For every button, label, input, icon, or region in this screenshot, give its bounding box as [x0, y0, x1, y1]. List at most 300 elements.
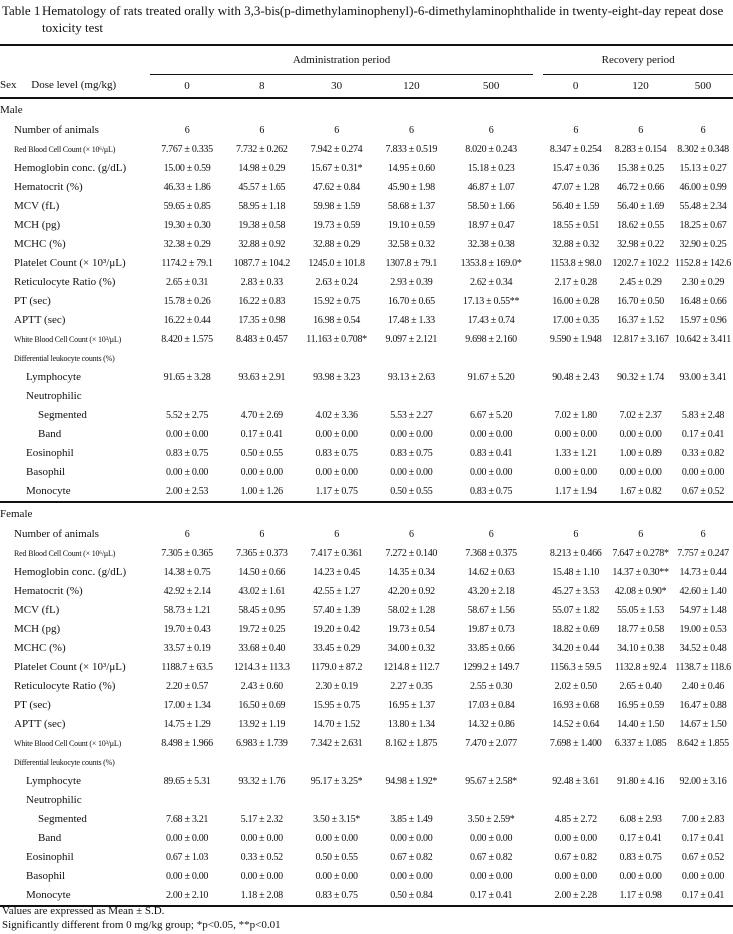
value-cell: 14.52 ± 0.64	[552, 719, 600, 730]
value-cell: 17.03 ± 0.84	[467, 700, 515, 711]
value-cell: 0.00 ± 0.00	[619, 467, 662, 478]
row-label: Monocyte	[26, 485, 71, 497]
table-row	[0, 444, 733, 463]
value-cell: 0.00 ± 0.00	[554, 833, 597, 844]
value-cell: 42.55 ± 1.27	[313, 586, 360, 597]
value-cell: 16.22 ± 0.83	[238, 296, 286, 307]
table-row	[0, 368, 733, 387]
value-cell: 2.83 ± 0.33	[240, 277, 283, 288]
value-cell: 0.00 ± 0.00	[554, 467, 597, 478]
dose-header: 8	[259, 79, 265, 92]
value-cell	[543, 387, 608, 406]
value-cell: 6	[573, 125, 579, 136]
value-cell: 9.590 ± 1.948	[549, 334, 602, 345]
row-label: Differential leukocyte counts (%)	[14, 758, 115, 767]
value-cell: 19.30 ± 0.30	[163, 220, 211, 231]
value-cell: 59.98 ± 1.59	[313, 201, 360, 212]
value-cell: 0.33 ± 0.82	[681, 448, 725, 459]
value-cell	[150, 791, 225, 810]
value-cell: 32.38 ± 0.38	[467, 239, 515, 250]
value-cell: 15.92 ± 0.75	[313, 296, 360, 307]
value-cell: 46.72 ± 0.66	[617, 182, 664, 193]
value-cell	[374, 387, 449, 406]
value-cell: 16.93 ± 0.68	[552, 700, 600, 711]
value-cell: 17.48 ± 1.33	[387, 315, 435, 326]
value-cell: 14.35 ± 0.34	[387, 567, 435, 578]
value-cell: 7.00 ± 2.83	[681, 814, 725, 825]
value-cell: 16.47 ± 0.88	[679, 700, 727, 711]
row-label: Segmented	[38, 409, 87, 421]
value-cell: 6	[488, 529, 494, 540]
row-label: Reticulocyte Ratio (%)	[14, 276, 116, 288]
value-cell: 1087.7 ± 104.2	[233, 258, 290, 269]
value-cell: 58.67 ± 1.56	[467, 605, 515, 616]
value-cell: 55.05 ± 1.53	[617, 605, 664, 616]
value-cell: 1.18 ± 2.08	[240, 890, 283, 901]
row-label: Red Blood Cell Count (× 10⁶/μL)	[14, 145, 116, 154]
value-cell: 92.48 ± 3.61	[552, 776, 600, 787]
footnote: Values are expressed as Mean ± S.D.	[2, 905, 165, 917]
sex-label: Female	[0, 508, 33, 520]
value-cell: 8.213 ± 0.466	[549, 548, 602, 559]
value-cell: 16.95 ± 0.59	[617, 700, 664, 711]
value-cell: 6.983 ± 1.739	[235, 738, 288, 749]
value-cell: 0.17 ± 0.41	[619, 833, 662, 844]
value-cell: 16.50 ± 0.69	[238, 700, 286, 711]
value-cell: 0.00 ± 0.00	[619, 429, 662, 440]
value-cell: 8.347 ± 0.254	[549, 144, 602, 155]
value-cell: 7.942 ± 0.274	[310, 144, 363, 155]
value-cell: 15.18 ± 0.23	[467, 163, 515, 174]
table-row	[0, 791, 733, 810]
row-label: MCV (fL)	[14, 200, 60, 212]
value-cell: 42.20 ± 0.92	[387, 586, 435, 597]
value-cell: 16.48 ± 0.66	[679, 296, 727, 307]
value-cell: 45.90 ± 1.98	[387, 182, 435, 193]
sex-header: Sex	[0, 79, 17, 92]
table-row	[0, 525, 733, 544]
value-cell: 17.43 ± 0.74	[467, 315, 515, 326]
value-cell: 55.07 ± 1.82	[552, 605, 600, 616]
table-row	[0, 235, 733, 254]
value-cell: 1179.0 ± 87.2	[310, 662, 363, 673]
value-cell: 14.98 ± 0.29	[238, 163, 286, 174]
value-cell: 15.00 ± 0.59	[163, 163, 211, 174]
value-cell: 2.00 ± 2.10	[165, 890, 209, 901]
value-cell: 13.92 ± 1.19	[238, 719, 286, 730]
value-cell: 0.00 ± 0.00	[390, 833, 433, 844]
value-cell: 9.698 ± 2.160	[465, 334, 517, 345]
value-cell: 0.00 ± 0.00	[469, 467, 513, 478]
recovery-period-header: Recovery period	[543, 45, 733, 75]
value-cell: 42.08 ± 0.90*	[614, 586, 667, 597]
table-row	[0, 425, 733, 444]
table-row	[0, 734, 733, 753]
value-cell: 18.55 ± 0.51	[552, 220, 600, 231]
value-cell: 32.38 ± 0.29	[163, 239, 211, 250]
value-cell: 0.83 ± 0.75	[315, 448, 358, 459]
value-cell: 56.40 ± 1.69	[617, 201, 664, 212]
row-label: PT (sec)	[14, 295, 51, 307]
value-cell: 1153.8 ± 98.0	[550, 258, 602, 269]
value-cell: 0.67 ± 0.52	[681, 486, 725, 497]
value-cell: 11.163 ± 0.708*	[306, 334, 367, 345]
value-cell: 0.00 ± 0.00	[315, 871, 358, 882]
table-row	[0, 463, 733, 482]
table-row	[0, 349, 733, 368]
value-cell: 12.817 ± 3.167	[612, 334, 669, 345]
value-cell: 7.305 ± 0.365	[161, 548, 213, 559]
value-cell: 0.83 ± 0.41	[469, 448, 513, 459]
row-label: APTT (sec)	[14, 718, 66, 730]
row-label: MCHC (%)	[14, 642, 66, 654]
table-row	[0, 886, 733, 906]
row-label: Lymphocyte	[26, 775, 81, 787]
value-cell: 32.90 ± 0.25	[679, 239, 727, 250]
value-cell: 34.52 ± 0.48	[679, 643, 727, 654]
value-cell: 9.097 ± 2.121	[385, 334, 438, 345]
sex-label: Male	[0, 104, 23, 116]
table-row	[0, 620, 733, 639]
value-cell: 93.63 ± 2.91	[238, 372, 286, 383]
value-cell: 16.98 ± 0.54	[313, 315, 360, 326]
table-row	[0, 387, 733, 406]
value-cell	[374, 349, 449, 368]
table-row	[0, 292, 733, 311]
row-label: Neutrophilic	[26, 390, 82, 402]
value-cell: 58.50 ± 1.66	[467, 201, 515, 212]
value-cell: 8.162 ± 1.875	[385, 738, 438, 749]
value-cell: 18.77 ± 0.58	[617, 624, 664, 635]
value-cell: 58.73 ± 1.21	[163, 605, 211, 616]
value-cell: 0.00 ± 0.00	[554, 429, 597, 440]
value-cell: 17.00 ± 1.34	[163, 700, 211, 711]
value-cell: 43.02 ± 1.61	[238, 586, 286, 597]
value-cell: 1353.8 ± 169.0*	[460, 258, 522, 269]
value-cell: 93.13 ± 2.63	[387, 372, 435, 383]
value-cell: 0.17 ± 0.41	[681, 833, 725, 844]
period-header-row	[0, 45, 733, 75]
value-cell: 1245.0 ± 101.8	[308, 258, 365, 269]
sex-row	[0, 502, 733, 525]
value-cell: 19.20 ± 0.42	[313, 624, 360, 635]
value-cell: 45.57 ± 1.65	[238, 182, 286, 193]
value-cell: 2.45 ± 0.29	[619, 277, 662, 288]
row-label: Neutrophilic	[26, 794, 82, 806]
dose-header: 500	[482, 79, 500, 92]
value-cell: 7.368 ± 0.375	[465, 548, 517, 559]
value-cell: 4.85 ± 2.72	[554, 814, 597, 825]
dose-header: 0	[572, 79, 579, 92]
value-cell: 10.642 ± 3.411	[675, 334, 731, 345]
row-label: Basophil	[26, 466, 66, 478]
row-label: MCV (fL)	[14, 604, 60, 616]
value-cell: 0.00 ± 0.00	[554, 871, 597, 882]
value-cell: 0.00 ± 0.00	[681, 871, 725, 882]
value-cell: 91.67 ± 5.20	[467, 372, 515, 383]
value-cell: 1214.8 ± 112.7	[383, 662, 440, 673]
value-cell: 46.33 ± 1.86	[163, 182, 211, 193]
value-cell: 0.17 ± 0.41	[681, 429, 725, 440]
value-cell	[449, 349, 534, 368]
value-cell: 5.52 ± 2.75	[165, 410, 209, 421]
value-cell: 2.62 ± 0.34	[469, 277, 513, 288]
value-cell: 6	[259, 125, 265, 136]
dose-level-header: Dose level (mg/kg)	[31, 79, 117, 92]
footnote: Significantly different from 0 mg/kg group; *p<0.05, **p<0.01	[2, 919, 281, 931]
dose-header: 500	[694, 79, 712, 92]
value-cell: 0.00 ± 0.00	[315, 467, 358, 478]
value-cell: 0.00 ± 0.00	[469, 871, 513, 882]
value-cell: 2.17 ± 0.28	[554, 277, 597, 288]
value-cell	[543, 349, 608, 368]
value-cell: 13.80 ± 1.34	[387, 719, 435, 730]
value-cell: 6	[408, 125, 414, 136]
value-cell: 14.73 ± 0.44	[679, 567, 727, 578]
value-cell: 7.365 ± 0.373	[235, 548, 288, 559]
value-cell: 2.40 ± 0.46	[681, 681, 725, 692]
table-row	[0, 829, 733, 848]
value-cell	[608, 753, 673, 772]
value-cell: 16.00 ± 0.28	[552, 296, 600, 307]
value-cell: 14.67 ± 1.50	[679, 719, 727, 730]
value-cell: 45.27 ± 3.53	[552, 586, 600, 597]
value-cell: 1307.8 ± 79.1	[385, 258, 438, 269]
value-cell: 46.00 ± 0.99	[679, 182, 727, 193]
value-cell: 5.53 ± 2.27	[390, 410, 433, 421]
value-cell	[299, 753, 374, 772]
value-cell: 43.20 ± 2.18	[467, 586, 515, 597]
value-cell: 6	[573, 529, 579, 540]
value-cell	[608, 791, 673, 810]
value-cell: 0.83 ± 0.75	[469, 486, 513, 497]
value-cell: 0.00 ± 0.00	[619, 871, 662, 882]
value-cell: 19.10 ± 0.59	[387, 220, 435, 231]
value-cell: 14.50 ± 0.66	[238, 567, 286, 578]
row-label: Red Blood Cell Count (× 10⁶/μL)	[14, 549, 116, 558]
value-cell: 2.00 ± 2.53	[165, 486, 209, 497]
value-cell: 2.43 ± 0.60	[240, 681, 283, 692]
value-cell: 1152.8 ± 142.6	[675, 258, 731, 269]
value-cell: 15.38 ± 0.25	[617, 163, 664, 174]
value-cell	[673, 791, 733, 810]
value-cell	[608, 387, 673, 406]
value-cell: 2.02 ± 0.50	[554, 681, 597, 692]
row-label: Reticulocyte Ratio (%)	[14, 680, 116, 692]
value-cell: 15.97 ± 0.96	[679, 315, 727, 326]
table-row	[0, 544, 733, 563]
value-cell	[299, 791, 374, 810]
value-cell: 32.88 ± 0.92	[238, 239, 286, 250]
table-title: Hematology of rats treated orally with 3,3-bis(p-dimethylaminophenyl)-6-dimethylaminophthalide in twenty-eight-day repeat dose toxicity test	[42, 3, 724, 35]
row-label: Platelet Count (× 10³/μL)	[14, 661, 126, 673]
value-cell: 34.10 ± 0.38	[617, 643, 664, 654]
value-cell: 7.02 ± 2.37	[619, 410, 662, 421]
value-cell: 15.47 ± 0.36	[552, 163, 600, 174]
value-cell: 8.483 ± 0.457	[235, 334, 288, 345]
table-row	[0, 582, 733, 601]
value-cell: 33.45 ± 0.29	[313, 643, 360, 654]
value-cell: 7.02 ± 1.80	[554, 410, 597, 421]
value-cell: 1188.7 ± 63.5	[161, 662, 213, 673]
value-cell: 15.13 ± 0.27	[679, 163, 727, 174]
table-label: Table 1	[2, 3, 41, 18]
sex-dose-header	[0, 75, 150, 99]
value-cell: 14.32 ± 0.86	[467, 719, 515, 730]
value-cell: 1.00 ± 0.89	[619, 448, 662, 459]
value-cell: 47.62 ± 0.84	[313, 182, 360, 193]
value-cell: 1.00 ± 1.26	[240, 486, 283, 497]
row-label: Eosinophil	[26, 851, 74, 863]
value-cell	[299, 387, 374, 406]
value-cell: 90.32 ± 1.74	[617, 372, 664, 383]
value-cell: 33.68 ± 0.40	[238, 643, 286, 654]
value-cell: 7.732 ± 0.262	[235, 144, 288, 155]
value-cell: 93.00 ± 3.41	[679, 372, 727, 383]
value-cell: 46.87 ± 1.07	[467, 182, 515, 193]
value-cell: 0.00 ± 0.00	[681, 467, 725, 478]
value-cell: 0.00 ± 0.00	[240, 833, 283, 844]
value-cell	[673, 349, 733, 368]
value-cell	[449, 753, 534, 772]
value-cell: 8.498 ± 1.966	[161, 738, 213, 749]
hematology-table	[0, 44, 733, 907]
row-label: Hemoglobin conc. (g/dL)	[14, 566, 127, 578]
value-cell: 1.17 ± 0.98	[619, 890, 662, 901]
row-label: Segmented	[38, 813, 87, 825]
table-row	[0, 482, 733, 502]
value-cell: 58.45 ± 0.95	[238, 605, 286, 616]
value-cell: 17.00 ± 0.35	[552, 315, 600, 326]
table-row	[0, 715, 733, 734]
value-cell: 15.48 ± 1.10	[552, 567, 600, 578]
value-cell: 0.50 ± 0.55	[390, 486, 433, 497]
value-cell: 0.00 ± 0.00	[315, 833, 358, 844]
value-cell: 0.17 ± 0.41	[681, 890, 725, 901]
table-row	[0, 696, 733, 715]
row-label: Hemoglobin conc. (g/dL)	[14, 162, 127, 174]
table-row	[0, 810, 733, 829]
row-label: MCHC (%)	[14, 238, 66, 250]
table-row	[0, 121, 733, 140]
value-cell: 0.00 ± 0.00	[165, 871, 209, 882]
value-cell: 7.757 ± 0.247	[677, 548, 729, 559]
value-cell: 56.40 ± 1.59	[552, 201, 600, 212]
value-cell: 54.97 ± 1.48	[679, 605, 727, 616]
value-cell: 32.88 ± 0.32	[552, 239, 600, 250]
value-cell: 0.00 ± 0.00	[240, 467, 283, 478]
value-cell	[543, 791, 608, 810]
row-label: Hematocrit (%)	[14, 585, 83, 597]
value-cell: 0.83 ± 0.75	[165, 448, 209, 459]
value-cell: 32.58 ± 0.32	[387, 239, 435, 250]
value-cell: 14.70 ± 1.52	[313, 719, 360, 730]
value-cell: 0.50 ± 0.55	[315, 852, 358, 863]
value-cell: 19.00 ± 0.53	[679, 624, 727, 635]
value-cell: 33.85 ± 0.66	[467, 643, 515, 654]
value-cell: 0.00 ± 0.00	[165, 429, 209, 440]
value-cell: 19.70 ± 0.43	[163, 624, 211, 635]
value-cell: 2.63 ± 0.24	[315, 277, 358, 288]
female-section	[0, 502, 733, 906]
value-cell: 8.020 ± 0.243	[465, 144, 517, 155]
value-cell: 19.73 ± 0.54	[387, 624, 435, 635]
value-cell: 1.33 ± 1.21	[554, 448, 597, 459]
value-cell	[449, 387, 534, 406]
footnotes	[2, 904, 281, 932]
value-cell: 6.67 ± 5.20	[469, 410, 513, 421]
value-cell: 19.73 ± 0.59	[313, 220, 360, 231]
value-cell	[150, 387, 225, 406]
value-cell: 3.50 ± 3.15*	[313, 814, 360, 825]
row-label: MCH (pg)	[14, 219, 61, 231]
table-row	[0, 273, 733, 292]
value-cell: 0.00 ± 0.00	[390, 871, 433, 882]
value-cell: 55.48 ± 2.34	[679, 201, 727, 212]
value-cell: 0.67 ± 1.03	[165, 852, 209, 863]
value-cell	[543, 753, 608, 772]
value-cell: 6	[184, 125, 190, 136]
value-cell: 16.37 ± 1.52	[617, 315, 664, 326]
value-cell: 14.75 ± 1.29	[163, 719, 211, 730]
value-cell: 14.23 ± 0.45	[313, 567, 360, 578]
value-cell: 6	[259, 529, 265, 540]
value-cell: 0.83 ± 0.75	[315, 890, 358, 901]
value-cell: 2.65 ± 0.31	[165, 277, 209, 288]
administration-period-header: Administration period	[150, 45, 534, 75]
dose-header: 120	[403, 79, 420, 92]
value-cell: 0.83 ± 0.75	[619, 852, 662, 863]
table-row	[0, 658, 733, 677]
value-cell: 15.95 ± 0.75	[313, 700, 360, 711]
table-row	[0, 677, 733, 696]
value-cell: 4.70 ± 2.69	[240, 410, 283, 421]
value-cell: 0.67 ± 0.82	[469, 852, 513, 863]
value-cell: 14.95 ± 0.60	[387, 163, 435, 174]
value-cell: 6	[334, 125, 339, 136]
value-cell: 18.82 ± 0.69	[552, 624, 600, 635]
value-cell: 92.00 ± 3.16	[679, 776, 727, 787]
value-cell: 14.40 ± 1.50	[617, 719, 664, 730]
value-cell: 8.302 ± 0.348	[677, 144, 729, 155]
value-cell: 1156.3 ± 59.5	[550, 662, 602, 673]
value-cell	[224, 753, 299, 772]
value-cell	[374, 753, 449, 772]
table-row	[0, 311, 733, 330]
value-cell: 7.417 ± 0.361	[310, 548, 363, 559]
value-cell: 1174.2 ± 79.1	[161, 258, 213, 269]
value-cell: 6.337 ± 1.085	[614, 738, 667, 749]
table-row	[0, 639, 733, 658]
value-cell: 32.88 ± 0.29	[313, 239, 360, 250]
row-label: Number of animals	[14, 124, 99, 136]
value-cell: 5.17 ± 2.32	[240, 814, 283, 825]
dose-header: 0	[184, 79, 190, 92]
value-cell: 8.283 ± 0.154	[614, 144, 667, 155]
value-cell: 0.00 ± 0.00	[240, 871, 283, 882]
table-row	[0, 867, 733, 886]
value-cell: 16.22 ± 0.44	[163, 315, 211, 326]
table-row	[0, 159, 733, 178]
value-cell: 6	[638, 125, 643, 136]
value-cell: 7.342 ± 2.631	[310, 738, 363, 749]
value-cell: 6	[488, 125, 494, 136]
value-cell: 33.57 ± 0.19	[163, 643, 211, 654]
value-cell: 0.00 ± 0.00	[315, 429, 358, 440]
row-label: Band	[38, 428, 62, 440]
value-cell: 94.98 ± 1.92*	[385, 776, 438, 787]
value-cell: 18.97 ± 0.47	[467, 220, 515, 231]
